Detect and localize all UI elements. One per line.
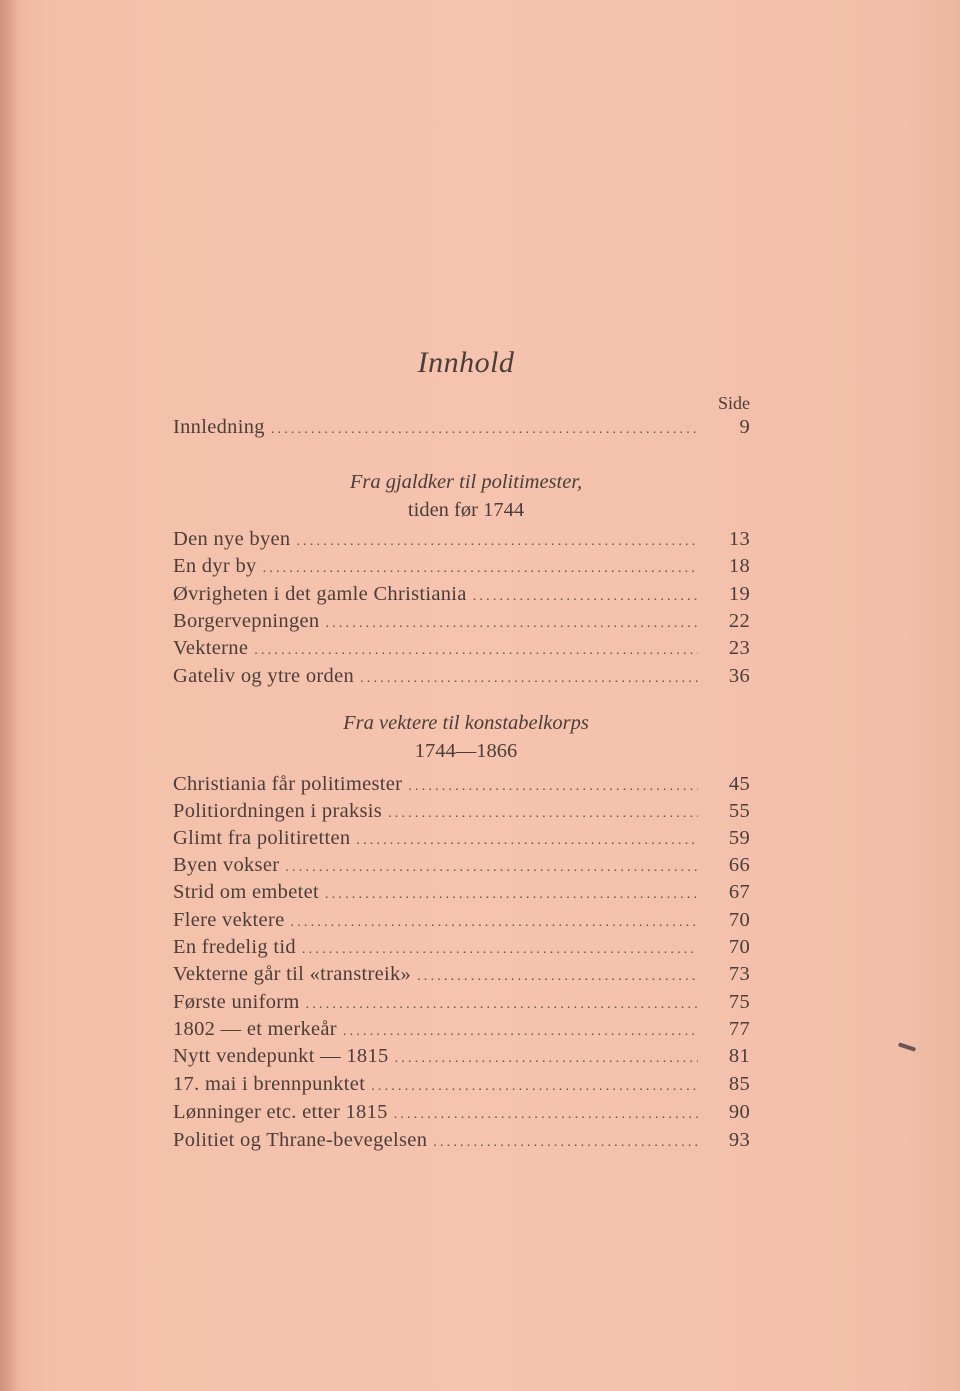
toc-entry-page: 59 bbox=[728, 827, 750, 849]
toc-entry-title: Den nye byen bbox=[173, 528, 291, 550]
toc-entry-title: Første uniform bbox=[173, 991, 300, 1013]
toc-entry[interactable] bbox=[173, 580, 750, 608]
toc-entry[interactable] bbox=[173, 878, 750, 906]
toc-entry-page: 73 bbox=[728, 963, 750, 985]
dot-leader bbox=[433, 1129, 698, 1157]
toc-entry-title: 17. mai i brennpunktet bbox=[173, 1073, 366, 1095]
toc-entry[interactable] bbox=[173, 607, 750, 635]
dot-leader bbox=[417, 963, 698, 991]
section-heading-title: Fra gjaldker til politimester, bbox=[349, 471, 583, 493]
toc-entry-title: Gateliv og ytre orden bbox=[173, 665, 355, 687]
section-heading-2 bbox=[0, 709, 932, 765]
toc-entry[interactable] bbox=[173, 1098, 750, 1126]
toc-entry-title: 1802 — et merkeår bbox=[173, 1018, 337, 1040]
toc-entry[interactable] bbox=[173, 1126, 750, 1154]
toc-entry[interactable] bbox=[173, 824, 750, 852]
toc-entry-title: Lønninger etc. etter 1815 bbox=[173, 1101, 388, 1123]
dot-leader bbox=[254, 637, 698, 665]
toc-entry-title: Vekterne går til «transtreik» bbox=[173, 963, 412, 985]
dot-leader bbox=[360, 665, 698, 693]
toc-entry-page: 66 bbox=[728, 854, 750, 876]
toc-entry[interactable] bbox=[173, 906, 750, 934]
section-heading-title: Fra vektere til konstabelkorps bbox=[343, 712, 589, 734]
page-column-label: Side bbox=[717, 393, 750, 413]
toc-entry-page: 90 bbox=[728, 1101, 750, 1123]
toc-entry-title: En dyr by bbox=[173, 555, 257, 577]
toc-entry-title: Glimt fra politiretten bbox=[173, 827, 351, 849]
toc-entry-title: Flere vektere bbox=[173, 909, 285, 931]
toc-entry-page: 75 bbox=[728, 991, 750, 1013]
toc-entry-page: 19 bbox=[728, 583, 750, 605]
toc-entry[interactable] bbox=[173, 552, 750, 580]
toc-entry-title: Byen vokser bbox=[173, 854, 280, 876]
toc-entry-page: 67 bbox=[728, 881, 750, 903]
toc-entry-page: 13 bbox=[728, 528, 750, 550]
toc-entry-page: 81 bbox=[728, 1045, 750, 1067]
toc-entry-title: Borgervepningen bbox=[173, 610, 320, 632]
toc-entry-page: 70 bbox=[728, 909, 750, 931]
toc-entry[interactable] bbox=[173, 634, 750, 662]
section-heading-subtitle: tiden før 1744 bbox=[407, 499, 525, 521]
toc-entry-page: 22 bbox=[728, 610, 750, 632]
dot-leader bbox=[394, 1101, 698, 1129]
toc-entry-page: 55 bbox=[728, 800, 750, 822]
toc-entry-page: 9 bbox=[739, 416, 750, 438]
toc-entry-title: Innledning bbox=[173, 416, 265, 438]
toc-entry-page: 85 bbox=[728, 1073, 750, 1095]
toc-entry-page: 45 bbox=[728, 773, 750, 795]
toc-entry[interactable] bbox=[173, 662, 750, 690]
toc-entry[interactable] bbox=[173, 770, 750, 798]
dot-leader bbox=[263, 555, 698, 583]
toc-entry-page: 93 bbox=[728, 1129, 750, 1151]
dot-leader bbox=[371, 1073, 698, 1101]
dot-leader bbox=[325, 881, 698, 909]
toc-entry-title: En fredelig tid bbox=[173, 936, 296, 958]
toc-entry-page: 18 bbox=[728, 555, 750, 577]
toc-entry-page: 77 bbox=[728, 1018, 750, 1040]
toc-entry-title: Nytt vendepunkt — 1815 bbox=[173, 1045, 389, 1067]
toc-entry-title: Politiordningen i praksis bbox=[173, 800, 383, 822]
toc-entry-title: Christiania får politimester bbox=[173, 773, 403, 795]
dot-leader bbox=[271, 416, 698, 444]
toc-entry[interactable] bbox=[173, 933, 750, 961]
toc-entry[interactable] bbox=[173, 525, 750, 553]
toc-entry[interactable] bbox=[173, 851, 750, 879]
toc-entry[interactable] bbox=[173, 1042, 750, 1070]
toc-entry-page: 23 bbox=[728, 637, 750, 659]
toc-entry[interactable] bbox=[173, 1015, 750, 1043]
dot-leader bbox=[395, 1045, 698, 1073]
toc-entry-title: Vekterne bbox=[173, 637, 249, 659]
toc-entry-title: Strid om embetet bbox=[173, 881, 319, 903]
toc-entry[interactable] bbox=[173, 797, 750, 825]
section-heading-subtitle: 1744—1866 bbox=[414, 740, 518, 762]
toc-entry-title: Politiet og Thrane-bevegelsen bbox=[173, 1129, 428, 1151]
toc-entry[interactable] bbox=[173, 960, 750, 988]
toc-entry-page: 36 bbox=[728, 665, 750, 687]
toc-title: Innhold bbox=[417, 346, 515, 379]
toc-entry[interactable] bbox=[173, 988, 750, 1016]
toc-entry[interactable] bbox=[173, 1070, 750, 1098]
toc-entry-page: 70 bbox=[728, 936, 750, 958]
toc-entry-intro[interactable] bbox=[173, 413, 750, 441]
toc-entry-title: Øvrigheten i det gamle Christiania bbox=[173, 583, 467, 605]
section-heading-1 bbox=[0, 468, 932, 524]
